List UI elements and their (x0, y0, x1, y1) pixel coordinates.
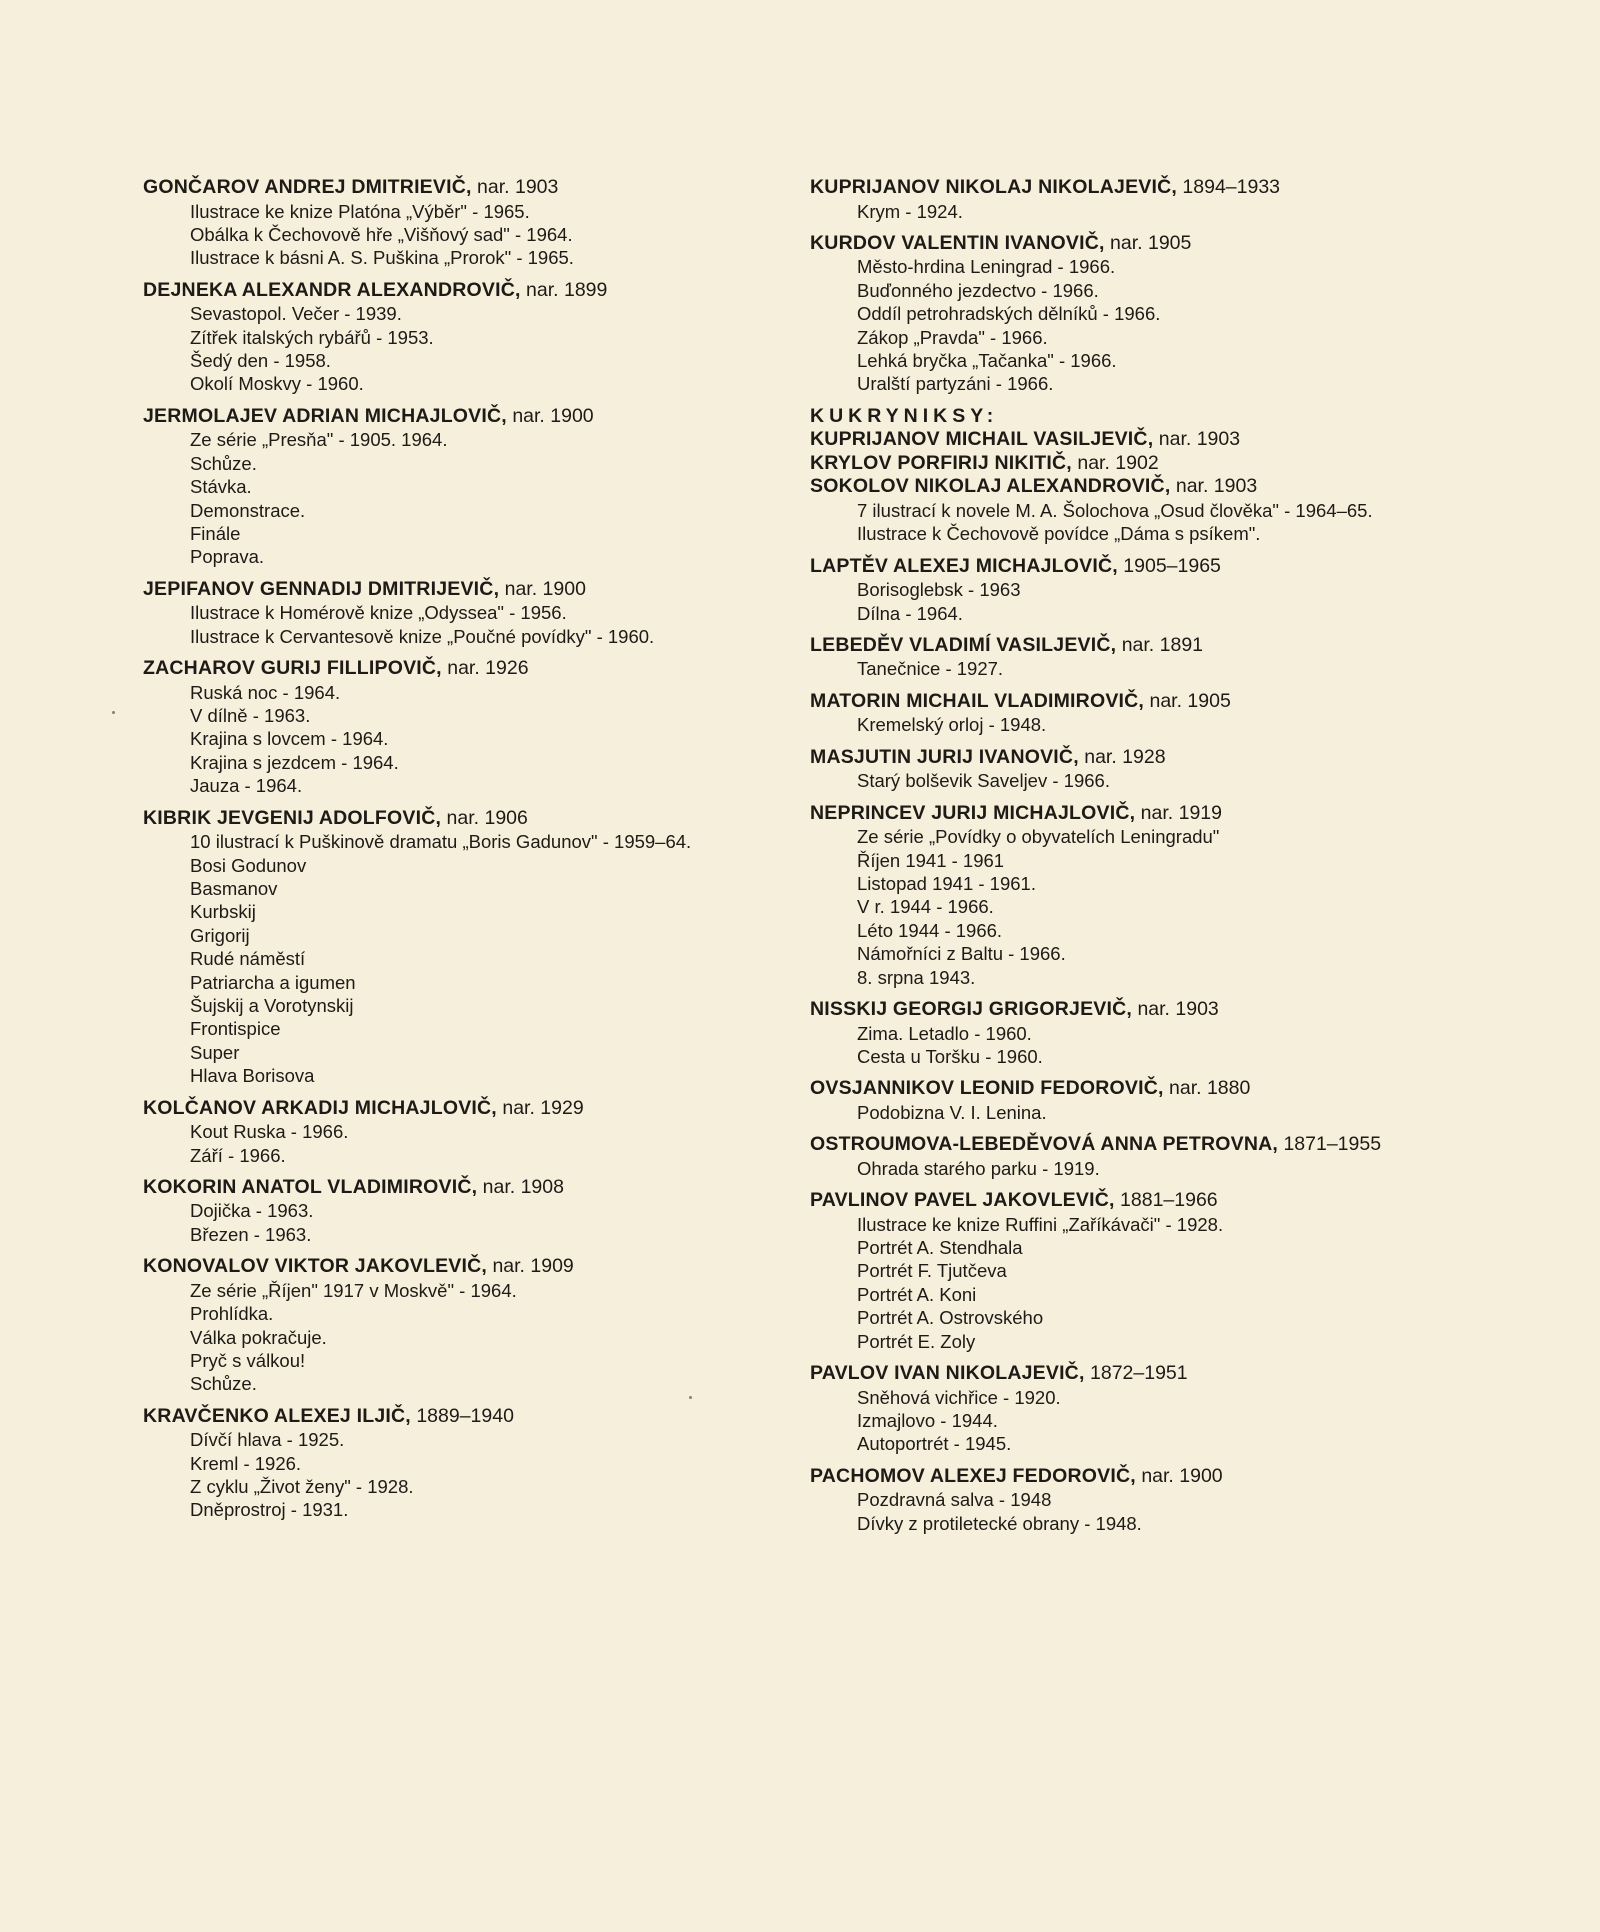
artwork-item: Krajina s lovcem - 1964. (190, 728, 389, 750)
artwork-item: V r. 1944 - 1966. (857, 896, 994, 918)
artwork-list (143, 1199, 783, 1246)
artist-entry (143, 807, 783, 1088)
artist-heading (810, 475, 1460, 499)
left-column (143, 176, 783, 1531)
artist-dates: 1894–1933 (1182, 176, 1281, 198)
artwork-item: 10 ilustrací k Puškinově dramatu „Boris Gadunov" - 1959–64. (190, 831, 692, 853)
artist-entry (810, 746, 1460, 793)
artist-name: KONOVALOV VIKTOR JAKOVLEVIČ, (143, 1255, 488, 1278)
artwork-item: Izmajlovo - 1944. (857, 1410, 998, 1431)
artist-heading (810, 802, 1460, 826)
artwork-item: Šedý den - 1958. (190, 350, 331, 372)
artwork-item: Super (190, 1041, 240, 1063)
artwork-item: Dněprostroj - 1931. (190, 1499, 349, 1521)
artwork-item: Pozdravná salva - 1948 (857, 1489, 1052, 1511)
artwork-item: Dojička - 1963. (190, 1200, 314, 1222)
artist-dates: nar. 1899 (526, 278, 608, 301)
artwork-list (143, 681, 783, 798)
artwork-item: Portrét A. Stendhala (857, 1237, 1023, 1259)
artwork-item: Ohrada starého parku - 1919. (857, 1157, 1100, 1179)
artist-name: KOLČANOV ARKADIJ MICHAJLOVIČ, (143, 1096, 497, 1119)
artwork-item: Ilustrace ke knize Ruffini „Zaříkávači" - 1928. (857, 1213, 1224, 1235)
artist-heading (810, 1133, 1460, 1157)
artwork-item: Krajina s jezdcem - 1964. (190, 751, 399, 773)
artwork-item: Ruská noc - 1964. (190, 681, 341, 703)
artist-heading (810, 428, 1460, 452)
artwork-item: Kurbskij (190, 901, 256, 923)
artist-heading (143, 578, 783, 602)
artwork-item: Město-hrdina Leningrad - 1966. (857, 256, 1116, 278)
artist-heading (143, 1097, 783, 1121)
artist-name: KUPRIJANOV MICHAIL VASILJEVIČ, (810, 428, 1154, 451)
artwork-list (143, 428, 783, 568)
artist-dates: nar. 1906 (446, 806, 528, 829)
artist-heading (810, 452, 1460, 476)
artwork-item: Březen - 1963. (190, 1223, 312, 1245)
artist-entry (810, 690, 1460, 737)
artwork-list (810, 499, 1460, 546)
artist-heading (810, 998, 1460, 1022)
artist-dates: 1872–1951 (1090, 1362, 1188, 1385)
artist-dates: nar. 1908 (482, 1175, 564, 1198)
artwork-item: Basmanov (190, 877, 278, 899)
artwork-item: V dílně - 1963. (190, 705, 311, 726)
artist-heading (143, 176, 783, 200)
print-speck (112, 711, 115, 714)
artist-dates: 1881–1966 (1120, 1189, 1218, 1212)
artist-heading (143, 807, 783, 831)
artwork-item: Schůze. (190, 1373, 257, 1395)
artist-name: NEPRINCEV JURIJ MICHAJLOVIČ, (810, 801, 1136, 824)
artwork-item: Říjen 1941 - 1961 (857, 849, 1005, 871)
artist-heading (810, 232, 1460, 256)
artwork-item: Jauza - 1964. (190, 775, 303, 797)
artwork-item: Portrét A. Koni (857, 1283, 977, 1305)
artwork-item: Stávka. (190, 476, 252, 498)
artwork-item: Starý bolševik Saveljev - 1966. (857, 770, 1110, 792)
artist-name: OVSJANNIKOV LEONID FEDOROVIČ, (810, 1077, 1164, 1100)
artwork-item: Ilustrace k Homérově knize „Odyssea" - 1956. (190, 602, 567, 624)
artist-entry (810, 802, 1460, 989)
artwork-item: Demonstrace. (190, 499, 306, 521)
artist-heading (143, 405, 783, 429)
artist-name: PAVLINOV PAVEL JAKOVLEVIČ, (810, 1189, 1115, 1212)
artist-name: OSTROUMOVA-LEBEDĚVOVÁ ANNA PETROVNA, (810, 1133, 1279, 1156)
artwork-item: Dívčí hlava - 1925. (190, 1429, 345, 1451)
artwork-item: Z cyklu „Život ženy" - 1928. (190, 1476, 414, 1498)
artwork-list (143, 302, 783, 396)
artist-name: DEJNEKA ALEXANDR ALEXANDROVIČ, (143, 278, 521, 301)
artist-dates: nar. 1880 (1169, 1077, 1251, 1100)
artwork-item: Prohlídka. (190, 1303, 274, 1325)
artist-heading (143, 279, 783, 303)
artwork-item: Schůze. (190, 452, 257, 474)
artwork-item: 7 ilustrací k novele M. A. Šolochova „Osud člověka" - 1964–65. (857, 499, 1373, 521)
artist-dates: nar. 1900 (1141, 1464, 1223, 1487)
artist-dates: nar. 1903 (477, 176, 559, 198)
artwork-item: Šujskij a Vorotynskij (190, 994, 354, 1016)
artist-dates: 1905–1965 (1123, 554, 1221, 577)
artwork-list (810, 1386, 1460, 1456)
artwork-list (810, 657, 1460, 680)
artwork-item: Ze série „Presňa" - 1905. 1964. (190, 429, 448, 451)
artwork-list (810, 825, 1460, 989)
artwork-list (810, 1157, 1460, 1180)
artwork-item: Uralští partyzáni - 1966. (857, 373, 1054, 395)
artist-name: MASJUTIN JURIJ IVANOVIČ, (810, 745, 1079, 768)
artist-entry (810, 1133, 1460, 1180)
artist-entry (143, 1405, 783, 1522)
artwork-item: Tanečnice - 1927. (857, 658, 1004, 680)
artist-heading (810, 746, 1460, 770)
artist-heading (810, 1189, 1460, 1213)
artist-dates: nar. 1900 (512, 404, 594, 427)
artist-dates: nar. 1902 (1077, 451, 1159, 474)
artist-dates: nar. 1919 (1140, 801, 1222, 824)
artist-dates: nar. 1909 (492, 1255, 574, 1278)
artwork-list (810, 255, 1460, 395)
artist-entry (143, 657, 783, 798)
artwork-list (143, 1120, 783, 1167)
artwork-item: Portrét F. Tjutčeva (857, 1260, 1007, 1282)
artwork-item: Dívky z protiletecké obrany - 1948. (857, 1512, 1142, 1534)
artist-heading (810, 176, 1460, 200)
artist-entry (810, 1465, 1460, 1535)
artwork-item: Podobizna V. I. Lenina. (857, 1101, 1047, 1123)
artwork-item: Portrét A. Ostrovského (857, 1307, 1044, 1329)
artwork-item: Bosi Godunov (190, 854, 307, 876)
artist-name: KURDOV VALENTIN IVANOVIČ, (810, 231, 1105, 254)
artist-entry (143, 1255, 783, 1396)
artist-heading (810, 634, 1460, 658)
artwork-item: Portrét E. Zoly (857, 1330, 976, 1352)
artwork-list (143, 200, 783, 270)
artwork-item: Krym - 1924. (857, 200, 963, 222)
artist-dates: nar. 1929 (502, 1096, 584, 1119)
artwork-item: Sněhová vichřice - 1920. (857, 1386, 1061, 1408)
artwork-list (810, 1488, 1460, 1535)
artwork-item: Ze série „Říjen" 1917 v Moskvě" - 1964. (190, 1279, 517, 1301)
artwork-list (143, 830, 783, 1087)
artwork-item: Rudé náměstí (190, 948, 306, 970)
artwork-item: Kreml - 1926. (190, 1452, 302, 1474)
artwork-item: Borisoglebsk - 1963 (857, 579, 1021, 601)
artwork-item: Hlava Borisova (190, 1065, 315, 1087)
group-entry-kukryniksy (810, 405, 1460, 546)
artwork-item: Lehká bryčka „Tačanka" - 1966. (857, 350, 1117, 372)
artist-entry (810, 1077, 1460, 1124)
artist-heading (810, 1465, 1460, 1489)
artist-heading (810, 555, 1460, 579)
artwork-list (810, 769, 1460, 792)
artwork-item: Ilustrace k Cervantesově knize „Poučné povídky" - 1960. (190, 625, 655, 647)
artwork-list (810, 713, 1460, 736)
artist-dates: nar. 1928 (1084, 745, 1166, 768)
artwork-item: Autoportrét - 1945. (857, 1433, 1012, 1455)
artist-heading (810, 1077, 1460, 1101)
artist-name: JEPIFANOV GENNADIJ DMITRIJEVIČ, (143, 577, 500, 600)
artwork-item: Oddíl petrohradských dělníků - 1966. (857, 303, 1161, 325)
artwork-item: Dílna - 1964. (857, 602, 963, 624)
artwork-list (143, 1279, 783, 1396)
artwork-item: Pryč s válkou! (190, 1349, 306, 1371)
artist-name: LAPTĚV ALEXEJ MICHAJLOVIČ, (810, 554, 1118, 577)
artist-entry (810, 232, 1460, 396)
artwork-list (143, 601, 783, 648)
artwork-item: Kremelský orloj - 1948. (857, 714, 1047, 736)
artwork-item: Kout Ruska - 1966. (190, 1121, 349, 1143)
artist-entry (143, 279, 783, 396)
artist-dates: nar. 1905 (1149, 689, 1231, 712)
artwork-item: Patriarcha a igumen (190, 971, 356, 993)
artist-entry (143, 1097, 783, 1167)
artist-dates: nar. 1903 (1175, 475, 1258, 498)
artist-heading (143, 657, 783, 681)
artwork-item: Zákop „Pravda" - 1966. (857, 326, 1048, 348)
artwork-list (810, 1101, 1460, 1124)
artist-entry (143, 405, 783, 569)
artwork-item: Obálka k Čechovově hře „Višňový sad" - 1964. (190, 223, 573, 245)
artist-entry (810, 1189, 1460, 1353)
artwork-item: Ilustrace k Čechovově povídce „Dáma s psíkem". (857, 523, 1261, 545)
artwork-item: Zima. Letadlo - 1960. (857, 1022, 1032, 1044)
right-column (810, 176, 1460, 1544)
artist-dates: nar. 1926 (447, 657, 529, 680)
artist-name: KRAVČENKO ALEXEJ ILJIČ, (143, 1404, 411, 1427)
artist-name: NISSKIJ GEORGIJ GRIGORJEVIČ, (810, 998, 1133, 1021)
artwork-item: Sevastopol. Večer - 1939. (190, 303, 402, 325)
artist-name: KRYLOV PORFIRIJ NIKITIČ, (810, 451, 1072, 474)
artist-dates: nar. 1905 (1110, 231, 1192, 254)
artist-entry (810, 555, 1460, 625)
artist-dates: 1889–1940 (416, 1404, 514, 1427)
artist-entry (143, 578, 783, 648)
artist-name: KIBRIK JEVGENIJ ADOLFOVIČ, (143, 806, 442, 829)
artist-heading (143, 1255, 783, 1279)
artist-dates: nar. 1903 (1137, 998, 1219, 1021)
artist-name: MATORIN MICHAIL VLADIMIROVIČ, (810, 689, 1145, 712)
artwork-item: Námořníci z Baltu - 1966. (857, 943, 1066, 965)
artwork-item: Ilustrace k básni A. S. Puškina „Prorok" - 1965. (190, 247, 574, 269)
artist-name: SOKOLOV NIKOLAJ ALEXANDROVIČ, (810, 475, 1171, 498)
artwork-item: Grigorij (190, 924, 250, 946)
artist-name: PAVLOV IVAN NIKOLAJEVIČ, (810, 1362, 1085, 1385)
artwork-list (143, 1428, 783, 1522)
artist-heading (810, 690, 1460, 714)
artist-entry (810, 176, 1460, 223)
artist-entry (810, 452, 1460, 476)
artist-heading (810, 1362, 1460, 1386)
artwork-list (810, 578, 1460, 625)
artwork-item: Cesta u Toršku - 1960. (857, 1045, 1043, 1067)
artwork-item: Poprava. (190, 546, 265, 568)
artwork-item: Okolí Moskvy - 1960. (190, 373, 364, 395)
artist-dates: nar. 1903 (1158, 428, 1241, 451)
artwork-item: Léto 1944 - 1966. (857, 919, 1003, 941)
artwork-item: Zítřek italských rybářů - 1953. (190, 326, 434, 348)
artist-entry (810, 1362, 1460, 1456)
artist-dates: nar. 1891 (1121, 633, 1204, 656)
artist-entry (810, 428, 1460, 452)
artist-name: LEBEDĚV VLADIMÍ VASILJEVIČ, (810, 633, 1117, 656)
artwork-item: Finále (190, 522, 241, 544)
artist-entry (810, 634, 1460, 681)
artist-entry (143, 176, 783, 270)
artist-entry (810, 998, 1460, 1068)
artwork-item: Ilustrace ke knize Platóna „Výběr" - 1965. (190, 200, 530, 222)
group-label: KUKRYNIKSY: (810, 404, 999, 427)
artist-name: KOKORIN ANATOL VLADIMIROVIČ, (143, 1175, 478, 1198)
artwork-item: Buďonného jezdectvo - 1966. (857, 279, 1099, 301)
artwork-item: 8. srpna 1943. (857, 966, 976, 988)
artist-name: KUPRIJANOV NIKOLAJ NIKOLAJEVIČ, (810, 176, 1177, 198)
artist-name: JERMOLAJEV ADRIAN MICHAJLOVIČ, (143, 404, 507, 427)
artwork-item: Válka pokračuje. (190, 1326, 327, 1348)
artist-heading (143, 1176, 783, 1200)
artwork-list (810, 200, 1460, 223)
artist-dates: nar. 1900 (504, 577, 586, 600)
artist-name: GONČAROV ANDREJ DMITRIEVIČ, (143, 176, 472, 198)
artwork-item: Ze série „Povídky o obyvatelích Leningradu" (857, 826, 1220, 848)
artist-heading (143, 1405, 783, 1429)
artwork-item: Září - 1966. (190, 1144, 286, 1166)
artist-entry (143, 1176, 783, 1246)
artwork-item: Frontispice (190, 1018, 281, 1040)
artist-name: PACHOMOV ALEXEJ FEDOROVIČ, (810, 1464, 1136, 1487)
artist-dates: 1871–1955 (1283, 1133, 1382, 1156)
artist-entry (810, 475, 1460, 499)
print-speck (689, 1396, 692, 1399)
artwork-list (810, 1022, 1460, 1069)
artwork-list (810, 1213, 1460, 1353)
artist-name: ZACHAROV GURIJ FILLIPOVIČ, (143, 657, 442, 680)
artwork-item: Listopad 1941 - 1961. (857, 873, 1036, 894)
